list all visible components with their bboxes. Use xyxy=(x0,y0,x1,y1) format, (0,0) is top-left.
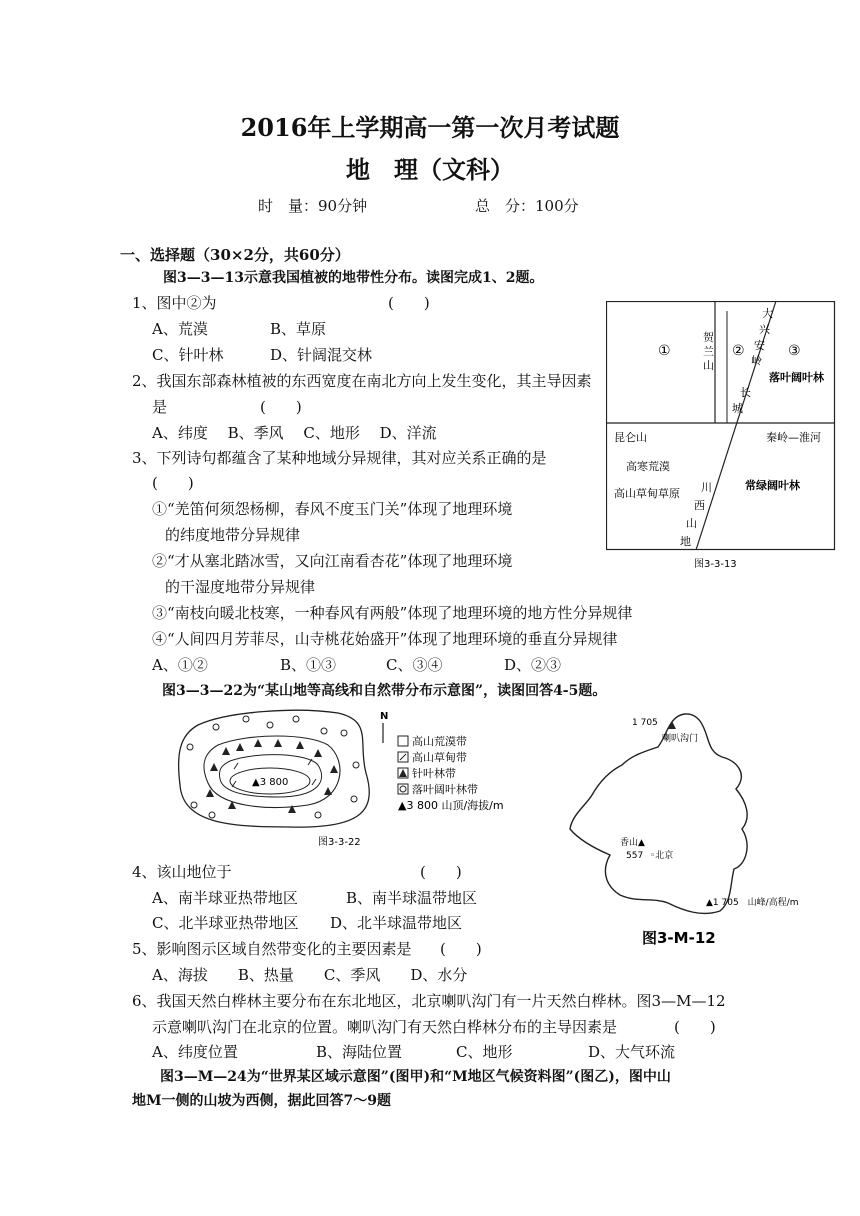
q1-stem: 1、图中②为 xyxy=(132,294,217,312)
q2-stem-line2: 是 xyxy=(152,398,168,416)
q2-stem-line1: 2、我国东部森林植被的东西宽度在南北方向上发生变化，其主导因素 xyxy=(132,372,592,390)
q4-stem: 4、该山地位于 xyxy=(132,863,232,881)
q6-stem-line2: 示意喇叭沟门在北京的位置。喇叭沟门有天然白桦林分布的主导因素是 xyxy=(152,1018,618,1036)
dxal-label-1: 大 xyxy=(762,307,773,320)
q4-option-d: D、北半球温带地区 xyxy=(330,914,463,932)
deciduous-label: 落叶阔叶林 xyxy=(769,371,824,384)
legend-alpine-meadow: 高山草甸带 xyxy=(412,751,467,764)
peak-3800-label: ▲3 800 xyxy=(252,777,289,788)
q4-option-c: C、北半球亚热带地区 xyxy=(152,914,299,932)
helan-label-3: 山 xyxy=(703,359,714,372)
q3-statement-3: ③“南枝向暖北枝寒，一种春风有两般”体现了地理环境的地方性分异规律 xyxy=(152,604,633,622)
dxal-label-3: 安 xyxy=(754,339,765,352)
q6-blank: ( ) xyxy=(674,1018,716,1036)
q5-options: A、海拔 B、热量 C、季风 D、水分 xyxy=(152,966,468,984)
chuanxi-label-2: 西 xyxy=(694,499,705,512)
q3-option-b: B、①③ xyxy=(280,656,337,674)
helan-label-2: 兰 xyxy=(703,345,714,358)
legend-conifer: 针叶林带 xyxy=(412,767,456,780)
q6-option-c: C、地形 xyxy=(456,1043,513,1061)
intro-2: 图3—3—22为“某山地等高线和自然带分布示意图”，读图回答4-5题。 xyxy=(162,683,607,699)
beijing-label: ◦北京 xyxy=(650,851,674,861)
section-title: 一、选择题（30×2分，共60分） xyxy=(120,246,350,264)
north-label: N xyxy=(380,711,389,722)
qinling-label: 秦岭—淮河 xyxy=(766,431,821,444)
q1-option-a: A、荒漠 xyxy=(152,320,208,338)
q3-option-c: C、③④ xyxy=(386,656,443,674)
alpine-desert-label: 高寒荒漠 xyxy=(626,460,670,473)
q4-blank: ( ) xyxy=(420,863,462,881)
q4-option-b: B、南半球温带地区 xyxy=(346,889,478,907)
q1-blank: ( ) xyxy=(388,294,430,312)
xiangshan-label: 香山▲ xyxy=(620,838,645,848)
chuanxi-label-3: 山 xyxy=(686,517,697,530)
changcheng-label-1: 长 xyxy=(740,386,751,399)
q6-option-d: D、大气环流 xyxy=(588,1043,676,1061)
q2-options: A、纬度 B、季风 C、地形 D、洋流 xyxy=(152,424,437,442)
evergreen-label: 常绿阔叶林 xyxy=(745,479,800,492)
figure-3-M-12 xyxy=(560,705,810,950)
kunlun-label: 昆仑山 xyxy=(614,431,647,444)
intro-3-line2: 地M一侧的山坡为西侧，据此回答7～9题 xyxy=(132,1093,391,1109)
legend-peak: ▲3 800 山顶/海拔/m xyxy=(398,799,504,812)
xiangshan-height: 557 xyxy=(626,851,644,861)
legend-peak: ▲1 705 山峰/高程/m xyxy=(706,898,799,908)
figure-3-3-13 xyxy=(606,301,836,577)
q1-option-d: D、针阔混交林 xyxy=(270,346,373,364)
q5-stem: 5、影响图示区域自然带变化的主要因素是 xyxy=(132,940,412,958)
figure-3-3-22-caption: 图3-3-22 xyxy=(318,837,361,848)
q6-stem-line1: 6、我国天然白桦林主要分布在东北地区，北京喇叭沟门有一片天然白桦林。图3—M—12 xyxy=(132,992,726,1010)
changcheng-label-2: 城 xyxy=(732,402,743,415)
q3-statement-2b: 的干湿度地带分异规律 xyxy=(165,578,316,596)
legend-deciduous: 落叶阔叶林带 xyxy=(412,783,478,796)
q3-statement-1a: ①“羌笛何须怨杨柳，春风不度玉门关”体现了地理环境 xyxy=(152,500,513,518)
q4-option-a: A、南半球亚热带地区 xyxy=(152,889,298,907)
q3-option-a: A、①② xyxy=(152,656,208,674)
figure-3-M-12-caption: 图3-M-12 xyxy=(642,929,716,947)
peak-1705-label: 1 705 xyxy=(632,718,658,728)
chuanxi-label-1: 川 xyxy=(701,481,712,494)
q3-statement-1b: 的纬度地带分异规律 xyxy=(165,526,301,544)
intro-3-line1: 图3—M—24为“世界某区域示意图”(图甲)和“M地区气候资料图”(图乙)，图中山 xyxy=(160,1069,671,1085)
exam-subtitle: 地 理（文科） xyxy=(346,155,514,184)
figure-3-3-13-caption: 图3-3-13 xyxy=(694,559,737,570)
score-label: 总 分：100分 xyxy=(475,197,579,215)
time-label: 时 量：90分钟 xyxy=(258,197,368,215)
dxal-label-4: 岭 xyxy=(751,354,762,367)
intro-1: 图3—3—13示意我国植被的地带性分布。读图完成1、2题。 xyxy=(163,270,544,286)
alpine-meadow-label: 高山草甸草原 xyxy=(614,487,680,500)
exam-title: 2016年上学期高一第一次月考试题 xyxy=(240,113,620,142)
q6-option-a: A、纬度位置 xyxy=(152,1043,238,1061)
labagoumen-label: 喇叭沟门 xyxy=(662,734,699,744)
q6-option-b: B、海陆位置 xyxy=(316,1043,403,1061)
zone-2-label: ② xyxy=(732,343,745,359)
helan-label-1: 贺 xyxy=(703,331,714,344)
legend-alpine-desert: 高山荒漠带 xyxy=(412,735,467,748)
q1-option-b: B、草原 xyxy=(270,320,327,338)
zone-3-label: ③ xyxy=(788,343,801,359)
q3-stem: 3、下列诗句都蕴含了某种地域分异规律，其对应关系正确的是 xyxy=(132,449,547,467)
q3-blank: ( ) xyxy=(152,474,194,492)
zone-1-label: ① xyxy=(658,343,671,359)
figure-3-3-22 xyxy=(168,703,508,853)
q1-option-c: C、针叶林 xyxy=(152,346,224,364)
q3-statement-2a: ②“才从塞北踏冰雪，又向江南看杏花”体现了地理环境 xyxy=(152,552,513,570)
q2-blank: ( ) xyxy=(260,398,302,416)
dxal-label-2: 兴 xyxy=(759,323,770,336)
chuanxi-label-4: 地 xyxy=(680,535,691,548)
q3-statement-4: ④“人间四月芳菲尽，山寺桃花始盛开”体现了地理环境的垂直分异规律 xyxy=(152,630,618,648)
q3-option-d: D、②③ xyxy=(504,656,562,674)
q5-blank: ( ) xyxy=(440,940,482,958)
